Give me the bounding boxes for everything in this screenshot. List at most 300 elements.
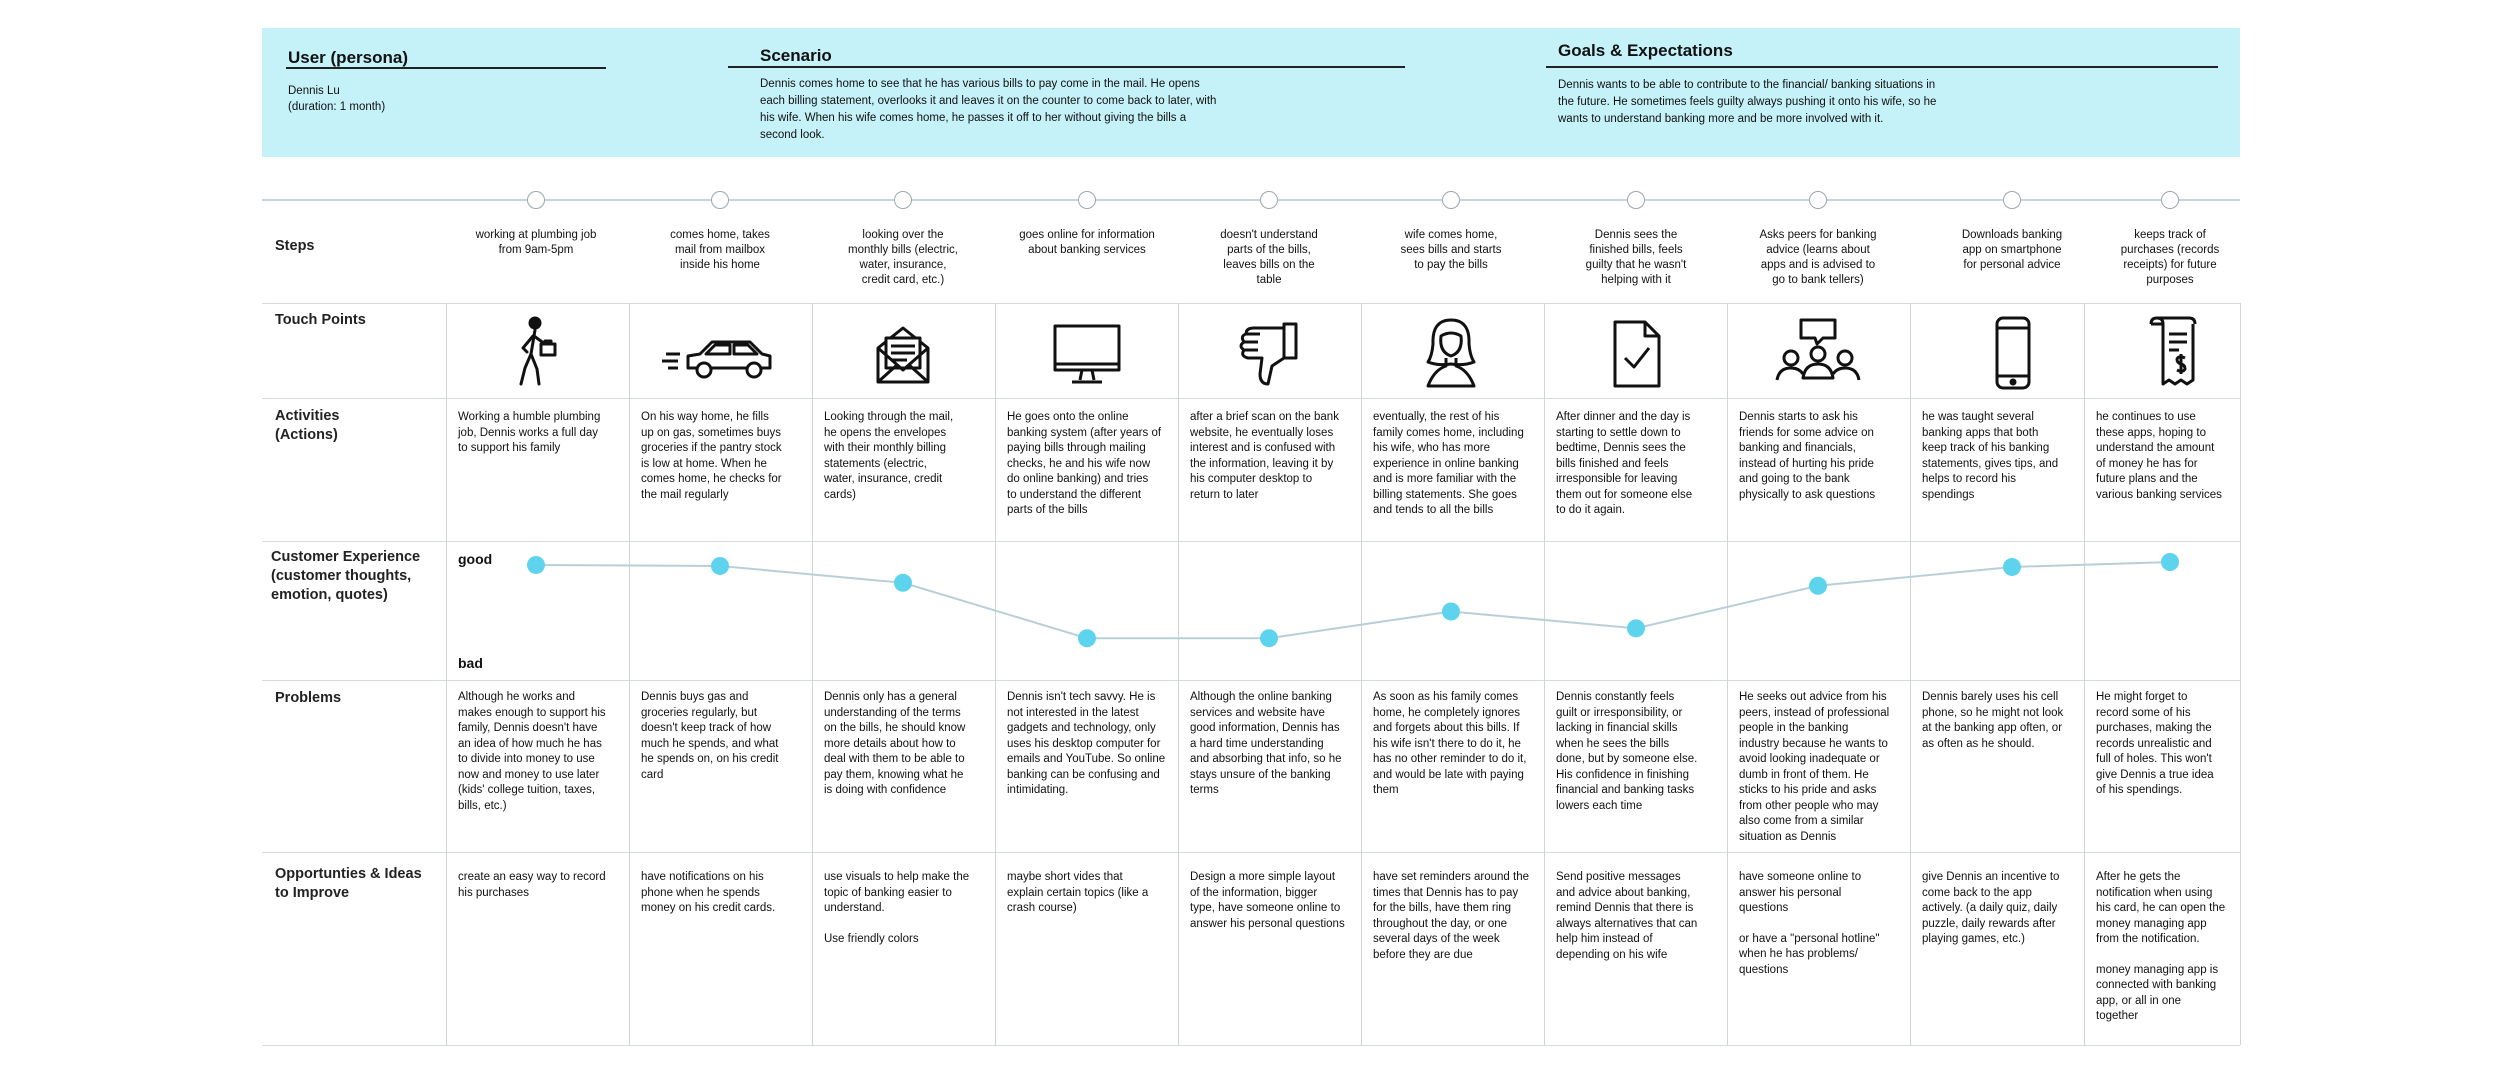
activity-line: eventually, the rest of his	[1373, 411, 1500, 423]
experience-point-2	[711, 557, 729, 575]
step-line: Downloads banking	[1961, 229, 2063, 241]
activity-line: understand the amount	[2096, 442, 2215, 454]
timeline-step-marker	[894, 191, 912, 209]
experience-point-4	[1078, 629, 1096, 647]
opportunity-line: playing games, etc.)	[1922, 933, 2025, 945]
opportunity-7	[1556, 870, 1721, 963]
step-line: table	[1256, 274, 1282, 286]
opportunity-line: his card, he can open the	[2096, 902, 2226, 914]
problem-line: industry because he wants to	[1739, 737, 1888, 750]
activity-line: he was taught several	[1922, 411, 2034, 423]
step-line: doesn't understand	[1220, 229, 1318, 241]
problem-line: He might forget to	[2096, 691, 2188, 703]
timeline-step-marker	[1260, 191, 1278, 209]
column-divider	[1178, 303, 1179, 1045]
row-divider	[262, 398, 2240, 399]
activity-line: the information, leaving it by	[1190, 457, 1334, 470]
problem-line: not interested in the latest	[1007, 706, 1139, 719]
step-line: sees bills and starts	[1400, 244, 1502, 256]
opportunity-line: depending on his wife	[1556, 948, 1668, 961]
step-line: parts of the bills,	[1227, 244, 1311, 256]
opportunity-line: questions	[1739, 902, 1789, 914]
problem-line: emails and YouTube. So online	[1007, 753, 1166, 765]
activity-line: family comes home, including	[1373, 426, 1524, 439]
opportunity-line: app, or all in one	[2096, 994, 2182, 1007]
activity-line: He goes onto the online	[1007, 411, 1129, 423]
activity-line: these apps, hoping to	[2096, 426, 2206, 439]
step-line: from 9am-5pm	[498, 244, 574, 256]
timeline-step-marker	[1809, 191, 1827, 209]
opportunity-line: answer his personal questions	[1190, 917, 1345, 930]
activity-line: instead of hurting his pride	[1739, 457, 1874, 470]
label-line: Activities	[275, 408, 340, 424]
problem-line: people in the banking	[1739, 722, 1849, 734]
problem-line: full of holes. This won't	[2096, 753, 2212, 765]
opportunity-line: money managing app	[2096, 917, 2207, 930]
opportunity-line: help him instead of	[1556, 933, 1653, 945]
experience-point-7	[1627, 619, 1645, 637]
opportunity-line: give Dennis an incentive to	[1922, 871, 2060, 883]
problem-line: card	[641, 768, 664, 781]
activity-line: paying bills through mailing	[1007, 442, 1146, 454]
step-line: helping with it	[1601, 274, 1671, 286]
problem-line: an idea of how much he has	[458, 737, 602, 750]
problem-line: (kids' college tuition, taxes,	[458, 784, 596, 796]
user-persona-title: User (persona)	[288, 48, 408, 67]
problem-line: a hard time understanding	[1190, 737, 1324, 750]
activity-line: After dinner and the day is	[1556, 411, 1691, 423]
activity-line: banking and financials,	[1739, 442, 1856, 454]
step-line: credit card, etc.)	[861, 274, 945, 286]
activity-line: billing statements. She goes	[1373, 488, 1517, 501]
activity-line: do online banking) and tries	[1007, 473, 1149, 485]
activity-line: return to later	[1190, 488, 1259, 501]
goals-line: the future. He sometimes feels guilty always pushing it onto his wife, so he	[1558, 96, 1937, 108]
step-line: comes home, takes	[670, 229, 770, 241]
activity-line: keep track of his banking	[1922, 442, 2050, 454]
problem-line: at the banking app often, or	[1922, 722, 2063, 734]
opportunity-3	[824, 870, 989, 947]
problem-10	[2096, 690, 2234, 799]
problem-line: deal with them to be able to	[824, 753, 965, 765]
problem-line: avoid looking inadequate or	[1739, 753, 1880, 765]
step-line: purposes	[2146, 274, 2194, 286]
user-persona-rule	[286, 67, 606, 69]
activity-line: he continues to use	[2096, 411, 2196, 423]
opportunity-line: have notifications on his	[641, 871, 764, 883]
receipt-icon	[2125, 314, 2215, 394]
problem-5	[1190, 690, 1355, 799]
opportunity-line: topic of banking easier to	[824, 886, 952, 899]
timeline-step-marker	[2161, 191, 2179, 209]
problem-line: Dennis buys gas and	[641, 691, 749, 703]
problem-line: to divide into money to use	[458, 753, 595, 765]
activity-line: spendings	[1922, 488, 1975, 501]
opportunity-line: notification when using	[2096, 886, 2213, 899]
goals-text	[1558, 77, 2118, 128]
activity-line: his wife, who has more	[1373, 442, 1490, 454]
step-line: goes online for information	[1019, 229, 1155, 241]
step-1	[461, 228, 611, 258]
experience-good-label: good	[458, 551, 493, 567]
scenario-title: Scenario	[760, 46, 832, 65]
experience-point-9	[2003, 558, 2021, 576]
opportunity-2	[641, 870, 806, 917]
activity-line: banking apps that both	[1922, 426, 2039, 439]
opportunity-6	[1373, 870, 1538, 963]
activity-line: comes home, he checks for	[641, 473, 782, 485]
opportunity-line: or have a "personal hotline"	[1739, 932, 1880, 945]
row-divider	[262, 680, 2240, 681]
opportunity-line: actively. (a daily quiz, daily	[1922, 902, 2058, 914]
activity-line: Working a humble plumbing	[458, 411, 601, 423]
problem-7	[1556, 690, 1721, 814]
step-7	[1561, 228, 1711, 288]
activity-line: to do it again.	[1556, 504, 1626, 516]
opportunity-line: understand.	[824, 902, 885, 914]
opportunity-line	[2096, 948, 2234, 963]
problem-line: give Dennis a true idea	[2096, 768, 2214, 781]
activity-line: website, he eventually loses	[1190, 426, 1334, 439]
activity-3	[824, 410, 989, 503]
opportunity-5	[1190, 870, 1355, 932]
step-line: purchases (records	[2120, 244, 2220, 256]
activity-line: he opens the envelopes	[824, 426, 947, 439]
timeline-step-marker	[711, 191, 729, 209]
activity-line: water, insurance, credit	[824, 473, 943, 485]
activity-line: with their monthly billing	[824, 442, 947, 454]
problem-line: As soon as his family comes	[1373, 691, 1519, 703]
opportunity-line: questions	[1739, 963, 1789, 976]
activity-line: various banking services	[2096, 488, 2222, 501]
activity-6	[1373, 410, 1538, 519]
activity-line: checks, he and his wife now	[1007, 457, 1151, 470]
opportunity-line: come back to the app	[1922, 886, 2032, 899]
column-divider	[446, 303, 447, 1045]
smartphone-icon	[1967, 314, 2057, 394]
scenario-text	[760, 76, 1320, 144]
activity-1	[458, 410, 623, 457]
step-line: receipts) for future	[2123, 259, 2217, 271]
opportunity-line: answer his personal	[1739, 886, 1842, 899]
opportunity-line	[1739, 917, 1904, 932]
activity-line: his computer desktop to	[1190, 473, 1313, 485]
step-line: app on smartphone	[1962, 244, 2062, 256]
problem-line: groceries regularly, but	[641, 706, 758, 719]
problem-line: Dennis barely uses his cell	[1922, 691, 2059, 703]
experience-bad-label: bad	[458, 655, 483, 671]
row-label-touch-points	[275, 311, 366, 330]
row-label-problems	[275, 689, 341, 708]
activity-line: starting to settle down to	[1556, 426, 1681, 439]
problem-line: records unrealistic and	[2096, 737, 2212, 750]
opportunity-line: Send positive messages	[1556, 871, 1681, 883]
problem-line: when he sees the bills	[1556, 737, 1670, 750]
step-8	[1743, 228, 1893, 288]
opportunity-line: Design a more simple layout	[1190, 871, 1336, 883]
column-divider	[1544, 303, 1545, 1045]
problem-line: terms	[1190, 784, 1219, 796]
activity-line: and tends to all the bills	[1373, 504, 1494, 516]
column-divider	[2240, 303, 2241, 1045]
activity-line: groceries if the pantry stock	[641, 442, 782, 454]
label-line: (Actions)	[275, 427, 338, 443]
opportunity-line: maybe short vides that	[1007, 871, 1123, 883]
opportunity-line: throughout the day, or one	[1373, 917, 1508, 930]
opportunity-line: After he gets the	[2096, 871, 2181, 883]
activity-4	[1007, 410, 1172, 519]
step-4	[1012, 228, 1162, 258]
desktop-computer-icon	[1042, 314, 1132, 394]
row-label-activities	[275, 407, 339, 445]
step-line: mail from mailbox	[674, 244, 766, 256]
problem-line: from other people who may	[1739, 799, 1879, 812]
problem-6	[1373, 690, 1538, 799]
activity-line: interest and is confused with	[1190, 442, 1336, 454]
opportunity-line: connected with banking	[2096, 979, 2217, 991]
activity-line: cards)	[824, 488, 856, 501]
problem-line: Dennis only has a general	[824, 691, 957, 703]
activity-line: Dennis starts to ask his	[1739, 411, 1858, 423]
activity-8	[1739, 410, 1904, 503]
problem-line: record some of his	[2096, 706, 2191, 719]
opportunity-line: before they are due	[1373, 948, 1473, 961]
opportunity-line: of the information, bigger	[1190, 886, 1318, 899]
problem-line: banking can be confusing and	[1007, 768, 1160, 781]
step-9	[1937, 228, 2087, 273]
problem-line: lacking in financial skills	[1556, 722, 1678, 734]
opportunity-line	[824, 917, 989, 932]
opportunity-10	[2096, 870, 2234, 1025]
persona-duration: (duration: 1 month)	[288, 101, 386, 113]
problem-line: Although the online banking	[1190, 691, 1332, 703]
activity-line: is low at home. When he	[641, 457, 767, 470]
opportunity-line: when he has problems/	[1739, 948, 1858, 960]
problem-8	[1739, 690, 1904, 845]
problem-line: more details about how to	[824, 737, 956, 750]
step-line: inside his home	[680, 259, 760, 271]
timeline-step-marker	[2003, 191, 2021, 209]
step-line: looking over the	[862, 229, 944, 241]
problem-line: and absorbing that info, so he	[1190, 753, 1342, 765]
group-chat-icon	[1763, 314, 1873, 394]
opportunity-line: create an easy way to record	[458, 871, 606, 883]
step-line: go to bank tellers)	[1772, 274, 1864, 286]
step-line: monthly bills (electric,	[848, 244, 958, 256]
problem-line: family, Dennis doesn't have	[458, 722, 598, 734]
label-line: emotion, quotes)	[271, 587, 388, 603]
row-divider	[262, 303, 2240, 304]
problem-line: makes enough to support his	[458, 706, 606, 719]
activity-line: friends for some advice on	[1739, 426, 1874, 439]
problem-line: phone, so he might not look	[1922, 706, 2064, 719]
problem-4	[1007, 690, 1172, 799]
scenario-line: each billing statement, overlooks it and leaves it on the counter to come back to later, with	[760, 95, 1217, 107]
problem-line: on the bills, he should know	[824, 722, 966, 734]
column-divider	[812, 303, 813, 1045]
activity-line: physically to ask questions	[1739, 488, 1876, 501]
problem-line: intimidating.	[1007, 784, 1069, 796]
problem-line: and forgets about this bills. If	[1373, 722, 1520, 734]
column-divider	[1727, 303, 1728, 1045]
activity-9	[1922, 410, 2078, 503]
opportunity-8	[1739, 870, 1904, 978]
persona-name: Dennis Lu	[288, 85, 340, 97]
problem-line: his wife isn't there to do it, he	[1373, 737, 1521, 750]
activity-line: banking system (after years of	[1007, 426, 1162, 439]
envelope-icon	[858, 314, 948, 394]
label-line: Touch Points	[275, 312, 366, 328]
problem-line: Although he works and	[458, 691, 575, 703]
problem-line: peers, instead of professional	[1739, 706, 1890, 719]
step-line: to pay the bills	[1414, 259, 1488, 271]
problem-line: has no other reminder to do it,	[1373, 753, 1527, 765]
activity-line: statements (electric,	[824, 457, 927, 470]
activity-10	[2096, 410, 2234, 503]
problem-line: doesn't keep track of how	[641, 722, 772, 734]
row-label-steps	[275, 237, 315, 256]
column-divider	[2084, 303, 2085, 1045]
problem-line: of his spendings.	[2096, 784, 2183, 796]
activity-line: On his way home, he fills	[641, 411, 769, 423]
step-line: guilty that he wasn't	[1585, 259, 1687, 271]
problem-line: purchases, making the	[2096, 722, 2212, 734]
problem-line: as often as he should.	[1922, 737, 2035, 750]
problem-line: lowers each time	[1556, 799, 1643, 812]
step-line: Asks peers for banking	[1759, 229, 1877, 241]
step-line: keeps track of	[2134, 229, 2206, 241]
step-line: leaves bills on the	[1223, 259, 1315, 271]
step-line: finished bills, feels	[1589, 244, 1683, 256]
activity-line: parts of the bills	[1007, 504, 1088, 516]
experience-line	[536, 562, 2170, 638]
label-line: Problems	[275, 690, 342, 706]
label-line: Steps	[275, 238, 315, 254]
row-divider	[262, 852, 2240, 853]
problem-line: sticks to his pride and asks	[1739, 784, 1877, 796]
problem-line: He seeks out advice from his	[1739, 691, 1887, 703]
opportunity-line: money managing app is	[2096, 963, 2219, 976]
opportunity-line: Use friendly colors	[824, 932, 919, 945]
problem-line: situation as Dennis	[1739, 830, 1837, 843]
experience-point-5	[1260, 629, 1278, 647]
problem-line: pay them, knowing what he	[824, 768, 964, 781]
opportunity-1	[458, 870, 623, 901]
experience-point-8	[1809, 577, 1827, 595]
opportunity-line: explain certain topics (like a	[1007, 886, 1149, 899]
problem-line: done, but by someone else.	[1556, 753, 1698, 765]
label-line: Customer Experience	[271, 549, 421, 565]
step-line: advice (learns about	[1766, 244, 1870, 256]
problem-line: also come from a similar	[1739, 815, 1864, 827]
activity-2	[641, 410, 806, 503]
goals-line: Dennis wants to be able to contribute to the financial/ banking situations in	[1558, 79, 1936, 91]
column-divider	[1361, 303, 1362, 1045]
problem-line: and would be late with paying	[1373, 768, 1524, 781]
problem-line: now and money to use later	[458, 768, 600, 781]
opportunity-line: have someone online to	[1739, 871, 1862, 883]
car-icon	[660, 314, 780, 394]
row-label-customer-experience	[271, 548, 420, 605]
goals-rule	[1546, 66, 2218, 68]
activity-line: helps to record his	[1922, 473, 2016, 485]
worker-with-briefcase-icon	[491, 314, 581, 394]
activity-line: to support his family	[458, 442, 561, 454]
problem-line: bills, etc.)	[458, 799, 507, 812]
problem-line: gadgets and technology, only	[1007, 722, 1156, 734]
row-label-opportunities	[275, 865, 422, 903]
problem-line: services and website have	[1190, 706, 1325, 719]
opportunity-9	[1922, 870, 2078, 948]
problem-line: home, he completely ignores	[1373, 706, 1521, 719]
problem-line: much he spends, and what	[641, 737, 779, 750]
activity-line: future plans and the	[2096, 473, 2198, 485]
timeline-step-marker	[1442, 191, 1460, 209]
problem-line: them	[1373, 784, 1399, 796]
activity-5	[1190, 410, 1355, 503]
woman-icon	[1406, 314, 1496, 394]
step-3	[828, 228, 978, 288]
opportunity-line: always alternatives that can	[1556, 917, 1698, 930]
timeline-step-marker	[1627, 191, 1645, 209]
activity-line: statements, gives tips, and	[1922, 457, 2059, 470]
activity-line: job, Dennis works a full day	[458, 426, 598, 439]
opportunity-4	[1007, 870, 1172, 917]
experience-point-10	[2161, 553, 2179, 571]
activity-line: experience in online banking	[1373, 457, 1519, 470]
step-line: wife comes home,	[1404, 229, 1498, 241]
step-6	[1376, 228, 1526, 273]
problem-line: His confidence in finishing	[1556, 768, 1689, 781]
goals-line: wants to understand banking more and be more involved with it.	[1558, 113, 1884, 125]
opportunity-line: use visuals to help make the	[824, 871, 970, 883]
opportunity-line: crash course)	[1007, 902, 1077, 914]
activity-line: and going to the bank	[1739, 473, 1850, 485]
step-5	[1194, 228, 1344, 288]
activity-line: of money he has for	[2096, 457, 2198, 470]
step-line: about banking services	[1028, 244, 1146, 256]
problem-2	[641, 690, 806, 783]
opportunity-line: type, have someone online to	[1190, 902, 1341, 914]
opportunity-line: remind Dennis that there is	[1556, 902, 1694, 914]
timeline-step-marker	[1078, 191, 1096, 209]
opportunity-line: phone when he spends	[641, 886, 760, 899]
problem-line: financial and banking tasks	[1556, 784, 1695, 796]
problem-1	[458, 690, 623, 814]
problem-line: Dennis isn't tech savvy. He is	[1007, 691, 1156, 703]
activity-line: bills finished and feels	[1556, 457, 1669, 470]
problem-line: stays unsure of the banking	[1190, 768, 1331, 781]
activity-line: Looking through the mail,	[824, 411, 954, 423]
column-divider	[629, 303, 630, 1045]
opportunity-line: his purchases	[458, 886, 529, 899]
step-10	[2095, 228, 2245, 288]
opportunity-line: times that Dennis has to pay	[1373, 886, 1519, 899]
step-line: Dennis sees the	[1594, 229, 1678, 241]
activity-line: after a brief scan on the bank	[1190, 411, 1339, 423]
opportunity-line: puzzle, daily rewards after	[1922, 917, 2056, 930]
opportunity-line: money on his credit cards.	[641, 902, 776, 914]
label-line: to Improve	[275, 885, 350, 901]
activity-line: them out for someone else	[1556, 488, 1693, 501]
problem-3	[824, 690, 989, 799]
scenario-line: second look.	[760, 129, 825, 141]
scenario-rule	[728, 66, 1405, 68]
problem-9	[1922, 690, 2078, 752]
label-line: (customer thoughts,	[271, 568, 412, 584]
activity-7	[1556, 410, 1721, 519]
timeline-step-marker	[527, 191, 545, 209]
